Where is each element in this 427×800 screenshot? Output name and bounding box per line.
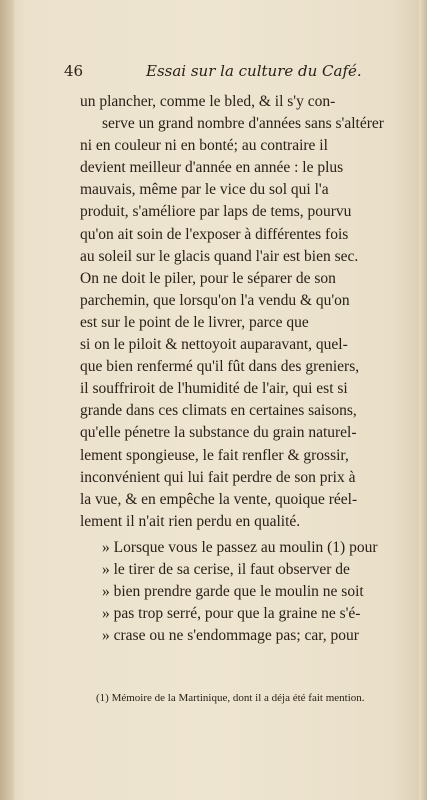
text-line: » bien prendre garde que le moulin ne soit — [102, 583, 364, 601]
text-line: qu'on ait soin de l'exposer à différentes fois — [80, 225, 349, 243]
text-line: » le tirer de sa cerise, il faut observer de — [102, 560, 350, 578]
text-line: est sur le point de le livrer, parce que — [80, 313, 309, 331]
body-text — [80, 91, 427, 647]
text-line: un plancher, comme le bled, & il s'y con- — [80, 93, 336, 110]
text-line: » crase ou ne s'endommage pas; car, pour — [102, 627, 359, 645]
text-line: lement il n'ait rien perdu en qualité. — [80, 512, 301, 530]
text-line: inconvénient qui lui fait perdre de son prix à — [80, 468, 356, 486]
text-line: lement spongieuse, le fait renfler & grossir, — [80, 446, 349, 464]
footnote: (1) Mémoire de la Martinique, dont il a déja été fait mention. — [96, 692, 365, 704]
text-line: parchemin, que lorsqu'on l'a vendu & qu'on — [80, 291, 350, 309]
text-line: On ne doit le piler, pour le séparer de son — [80, 269, 336, 287]
text-line: devient meilleur d'année en année : le plus — [80, 159, 344, 177]
page-header — [64, 60, 364, 82]
running-head: Essai sur la culture du Café. — [146, 62, 362, 80]
page-number: 46 — [64, 62, 84, 80]
text-line: mauvais, même par le vice du sol qui l'a — [80, 181, 329, 199]
text-line: que bien renfermé qu'il fût dans des greniers, — [80, 358, 360, 376]
text-line: » Lorsque vous le passez au moulin (1) pour — [102, 538, 378, 556]
text-line: si on le piloit & nettoyoit auparavant, quel- — [80, 336, 348, 354]
text-line: ni en couleur ni en bonté; au contraire il — [80, 137, 328, 155]
text-line: il souffriroit de l'humidité de l'air, qui est si — [80, 380, 348, 398]
text-line: la vue, & en empêche la vente, quoique réel- — [80, 490, 358, 508]
text-line: qu'elle pénetre la substance du grain naturel- — [80, 424, 357, 442]
text-line: grande dans ces climats en certaines saisons, — [80, 402, 357, 420]
text-line: au soleil sur le glacis quand l'air est bien sec. — [80, 247, 359, 265]
text-line: serve un grand nombre d'années sans s'altérer — [102, 115, 384, 133]
text-line: produit, s'améliore par laps de tems, pourvu — [80, 203, 352, 221]
page-spine-shadow — [0, 0, 14, 800]
text-line: » pas trop serré, pour que la graine ne s'é- — [102, 605, 361, 623]
